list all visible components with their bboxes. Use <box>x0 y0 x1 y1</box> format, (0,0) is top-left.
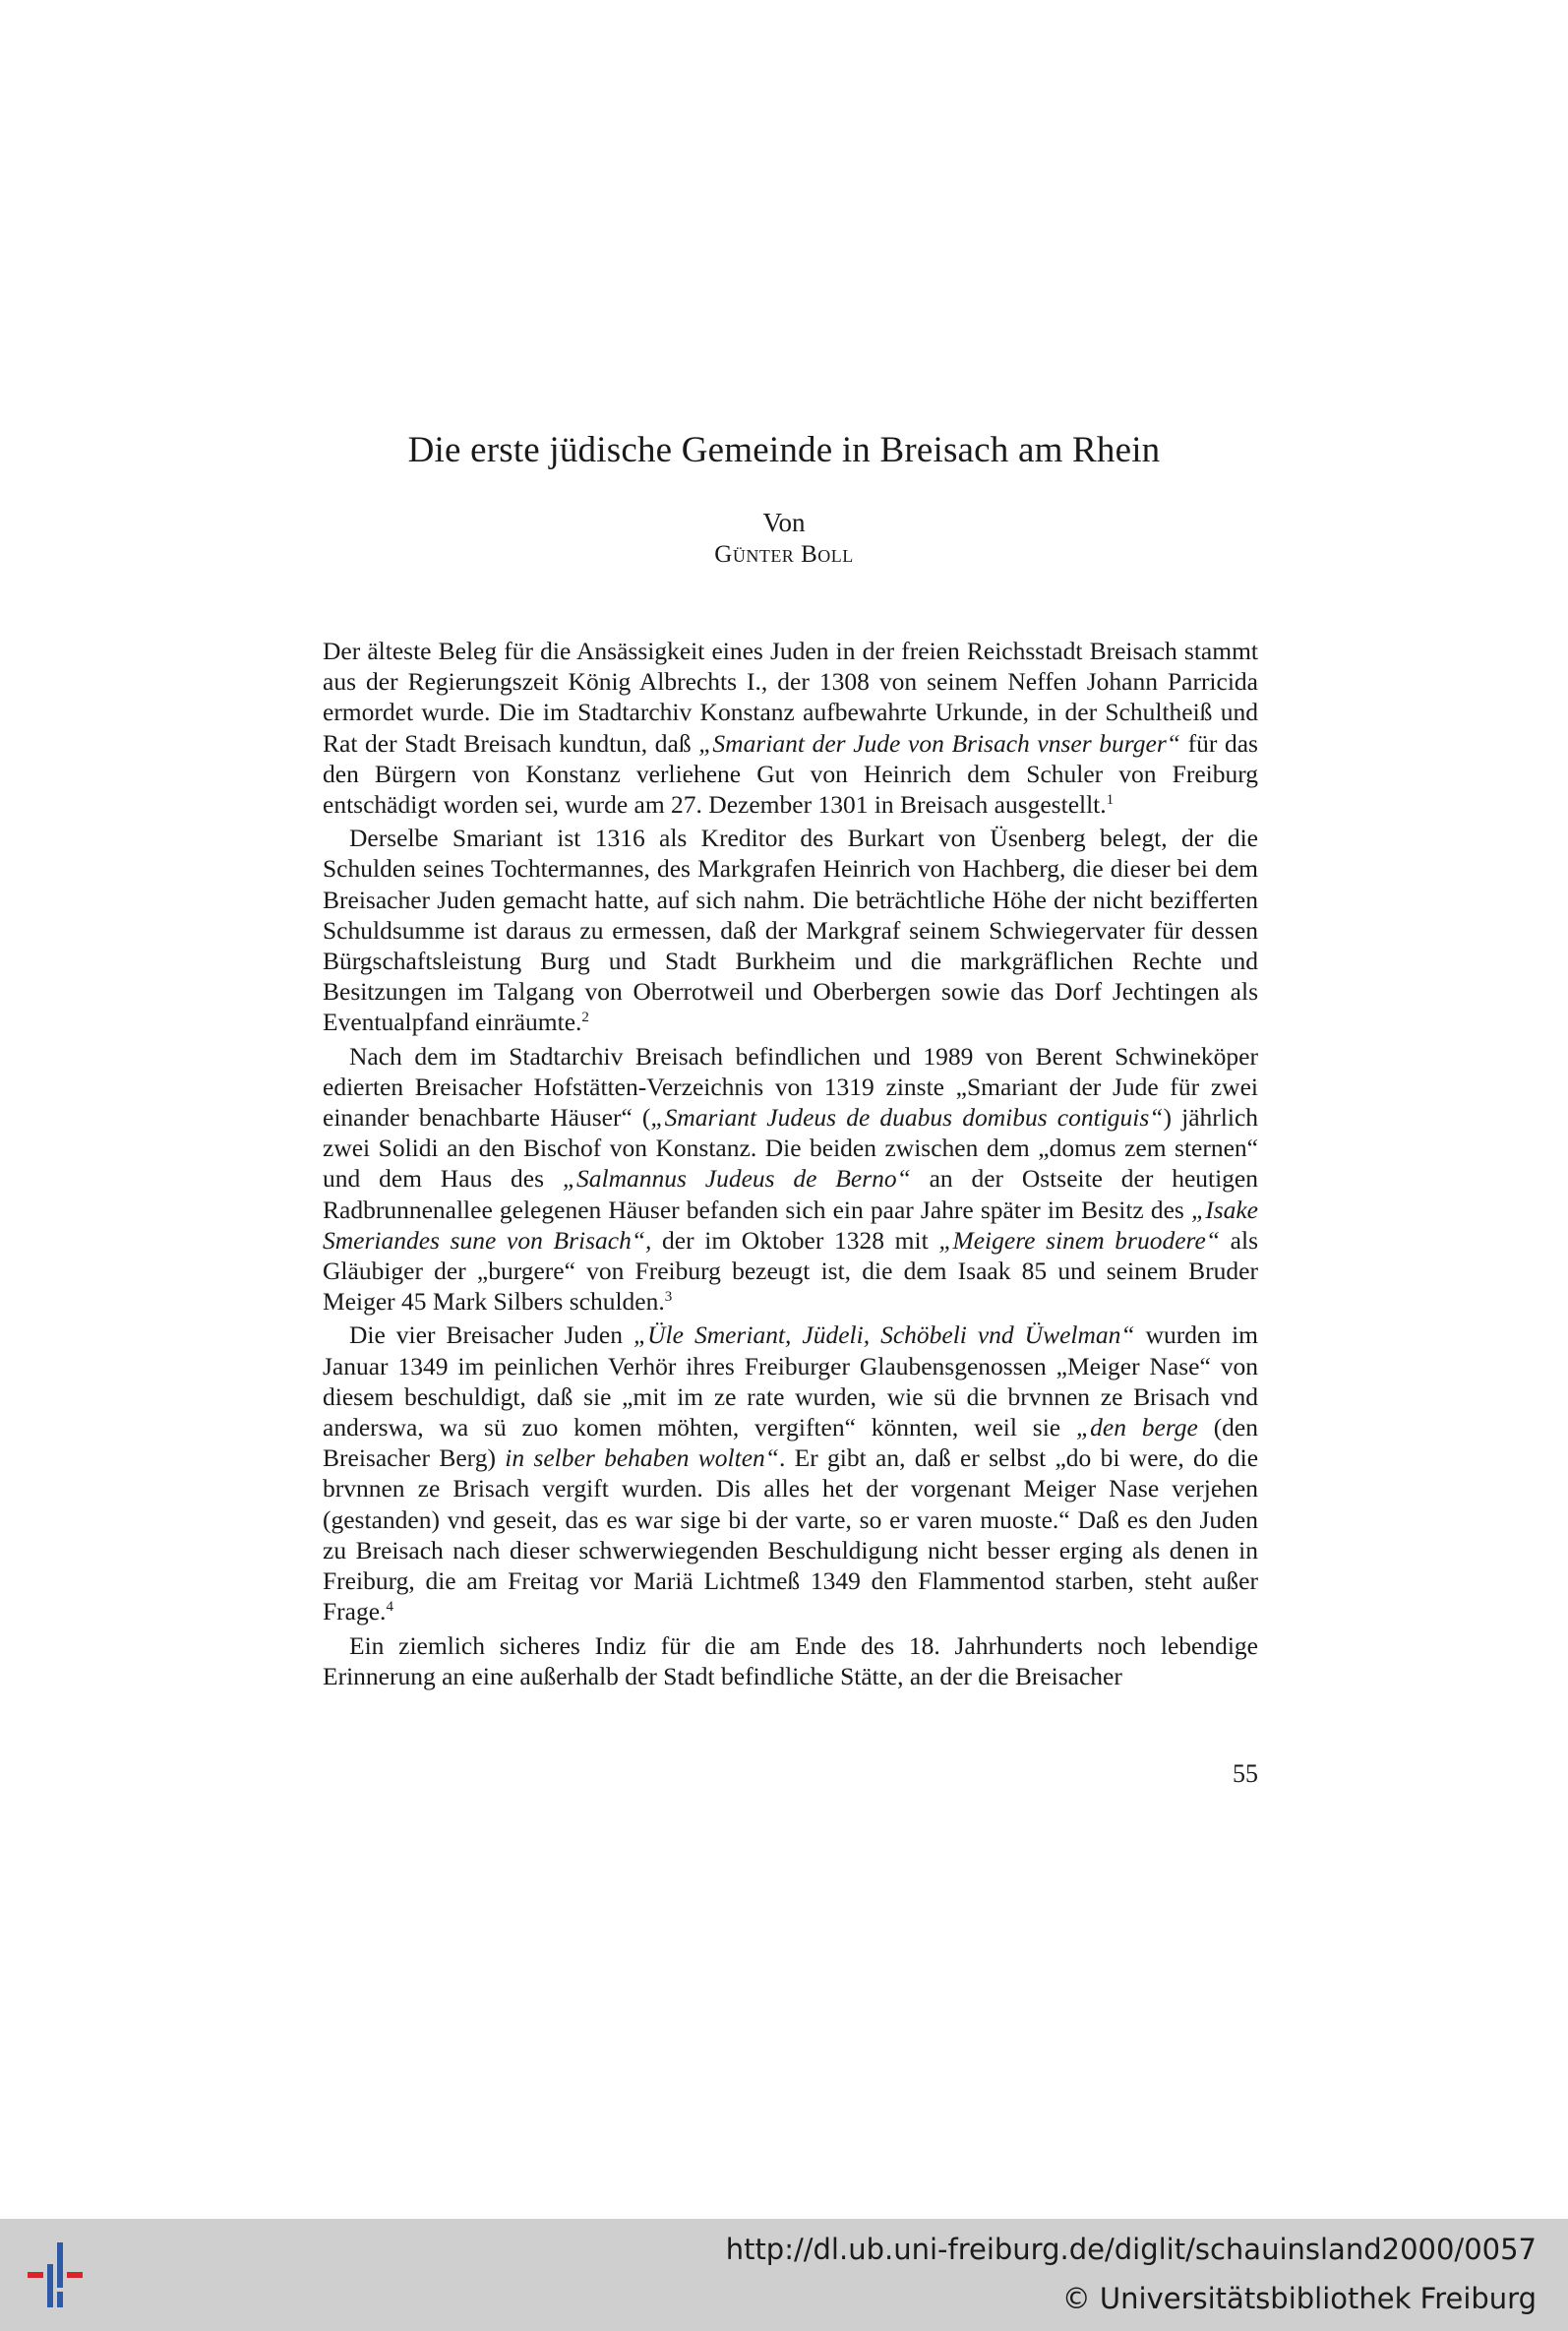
body-text-run: . Er gibt an, daß er selbst „do bi were, do die brvnnen ze Brisach vergift wurden. Dis alles het der vorgenant Meiger Nase verjehen (gestanden) vnd geseit, das es war sige bi der varte, so er varen muoste.“ Daß es den Juden zu Breisach nach dieser schwerwiegenden Beschuldigung nicht besser erging als denen in Freiburg, die am Freitag vor Mariä Lichtmeß 1349 den Flammentod starben, steht außer Frage. <box>323 1443 1259 1626</box>
page-number: 55 <box>1233 1759 1258 1788</box>
body-text-run: Ein ziemlich sicheres Indiz für die am Ende des 18. Jahrhunderts noch lebendige Erinnerung an eine außerhalb der Stadt befindliche Stätte, an der die Breisacher <box>323 1630 1258 1690</box>
body-paragraph <box>323 823 1258 1037</box>
body-text-run: als Gläubiger der „burgere“ von Freiburg bezeugt ist, die dem Isaak 85 und seinem Bruder Meiger 45 Mark Silbers schulden. <box>323 1225 1258 1317</box>
body-text-run: für das den Bürgern von Konstanz verliehene Gut von Heinrich dem Schuler von Freiburg entschädigt worden sei, wurde am 27. Dezember 1301 in Breisach ausgestellt. <box>323 728 1258 820</box>
body-text-run: der im Oktober 1328 mit <box>651 1225 939 1255</box>
body-text-run: Die vier Breisacher Juden <box>349 1320 633 1350</box>
quoted-source-text: „den berge <box>1075 1413 1198 1442</box>
body-text-run: wurden im Januar 1349 im peinlichen Verhör ihres Freiburger Glaubensgenossen „Meiger Nase“ von diesem beschuldigt, daß sie „mit im ze rate wurden, wie sü die brvnnen ze Brisach vnd anderswa, wa sü zuo komen möhten, vergiften“ könnten, weil sie <box>323 1320 1258 1442</box>
body-paragraph <box>323 1041 1258 1318</box>
article-body <box>323 636 1258 1691</box>
viewer-footer <box>0 2219 1568 2331</box>
body-text-run: (den Breisacher Berg) <box>323 1413 1258 1473</box>
quoted-source-text: „Isake Smeriandes sune von Brisach“, <box>323 1195 1258 1255</box>
quoted-source-text: in selber behaben wolten“ <box>505 1443 779 1473</box>
quoted-source-text: „Salmannus Judeus de Berno“ <box>562 1164 911 1194</box>
quoted-source-text: „Üle Smeriant, Jüdeli, Schöbeli vnd Üwelman“ <box>633 1320 1135 1350</box>
body-text-run: Nach dem im Stadtarchiv Breisach befindlichen und 1989 von Berent Schwineköper edierten Breisacher Hofstätten-Verzeichnis von 1319 zinste „Smariant der Jude für zwei einander benachbarte Häuser“ ( <box>323 1041 1258 1133</box>
permalink-url[interactable]: http://dl.ub.uni-freiburg.de/diglit/schauinsland2000/0057 <box>725 2233 1537 2266</box>
body-text-run: ) jährlich zwei Solidi an den Bischof von Konstanz. Die beiden zwischen dem „domus zem sternen“ und dem Haus des <box>323 1103 1259 1194</box>
footnote-marker: 1 <box>1106 792 1115 809</box>
body-paragraph <box>323 1630 1258 1691</box>
body-text-run: Derselbe Smariant ist 1316 als Kreditor des Burkart von Üsenberg belegt, der die Schulden seines Tochtermannes, des Markgrafen Heinrich von Hachberg, die dieser bei dem Breisacher Juden gemacht hatte, auf sich nahm. Die beträchtliche Höhe der nicht bezifferten Schuldsumme ist daraus zu ermessen, daß der Markgraf seinem Schwiegervater für dessen Bürgschaftsleistung Burg und Stadt Burkheim und die markgräflichen Rechte und Besitzungen im Talgang von Oberrotweil und Oberbergen sowie das Dorf Jechtingen als Eventualpfand einräumte. <box>323 824 1258 1037</box>
footnote-marker: 4 <box>386 1599 393 1616</box>
body-text-run: Der älteste Beleg für die Ansässigkeit eines Juden in der freien Reichsstadt Breisach stammt aus der Regierungszeit König Albrechts I., der 1308 von seinem Neffen Johann Parricida ermordet wurde. Die im Stadtarchiv Konstanz aufbewahrte Urkunde, in der Schultheiß und Rat der Stadt Breisach kundtun, daß <box>323 637 1258 758</box>
body-paragraph <box>323 636 1258 820</box>
footnote-marker: 3 <box>664 1289 673 1306</box>
ub-freiburg-logo-icon <box>24 2235 102 2317</box>
footnote-marker: 2 <box>581 1010 589 1026</box>
quoted-source-text: „Meigere sinem bruodere“ <box>938 1225 1221 1255</box>
quoted-source-text: „Smariant der Jude von Brisach vnser burger“ <box>698 728 1180 758</box>
body-text-run: an der Ostseite der heutigen Radbrunnenallee gelegenen Häuser befanden sich ein paar Jahre später im Besitz des <box>323 1164 1258 1224</box>
body-paragraph <box>323 1319 1258 1626</box>
quoted-source-text: „Smariant Judeus de duabus domibus contiguis“ <box>650 1103 1164 1133</box>
article-author: Günter Boll <box>714 541 854 568</box>
byline-von: Von <box>762 508 806 537</box>
copyright-notice: © Universitätsbibliothek Freiburg <box>1061 2282 1537 2315</box>
article-title: Die erste jüdische Gemeinde in Breisach am Rhein <box>407 430 1161 470</box>
